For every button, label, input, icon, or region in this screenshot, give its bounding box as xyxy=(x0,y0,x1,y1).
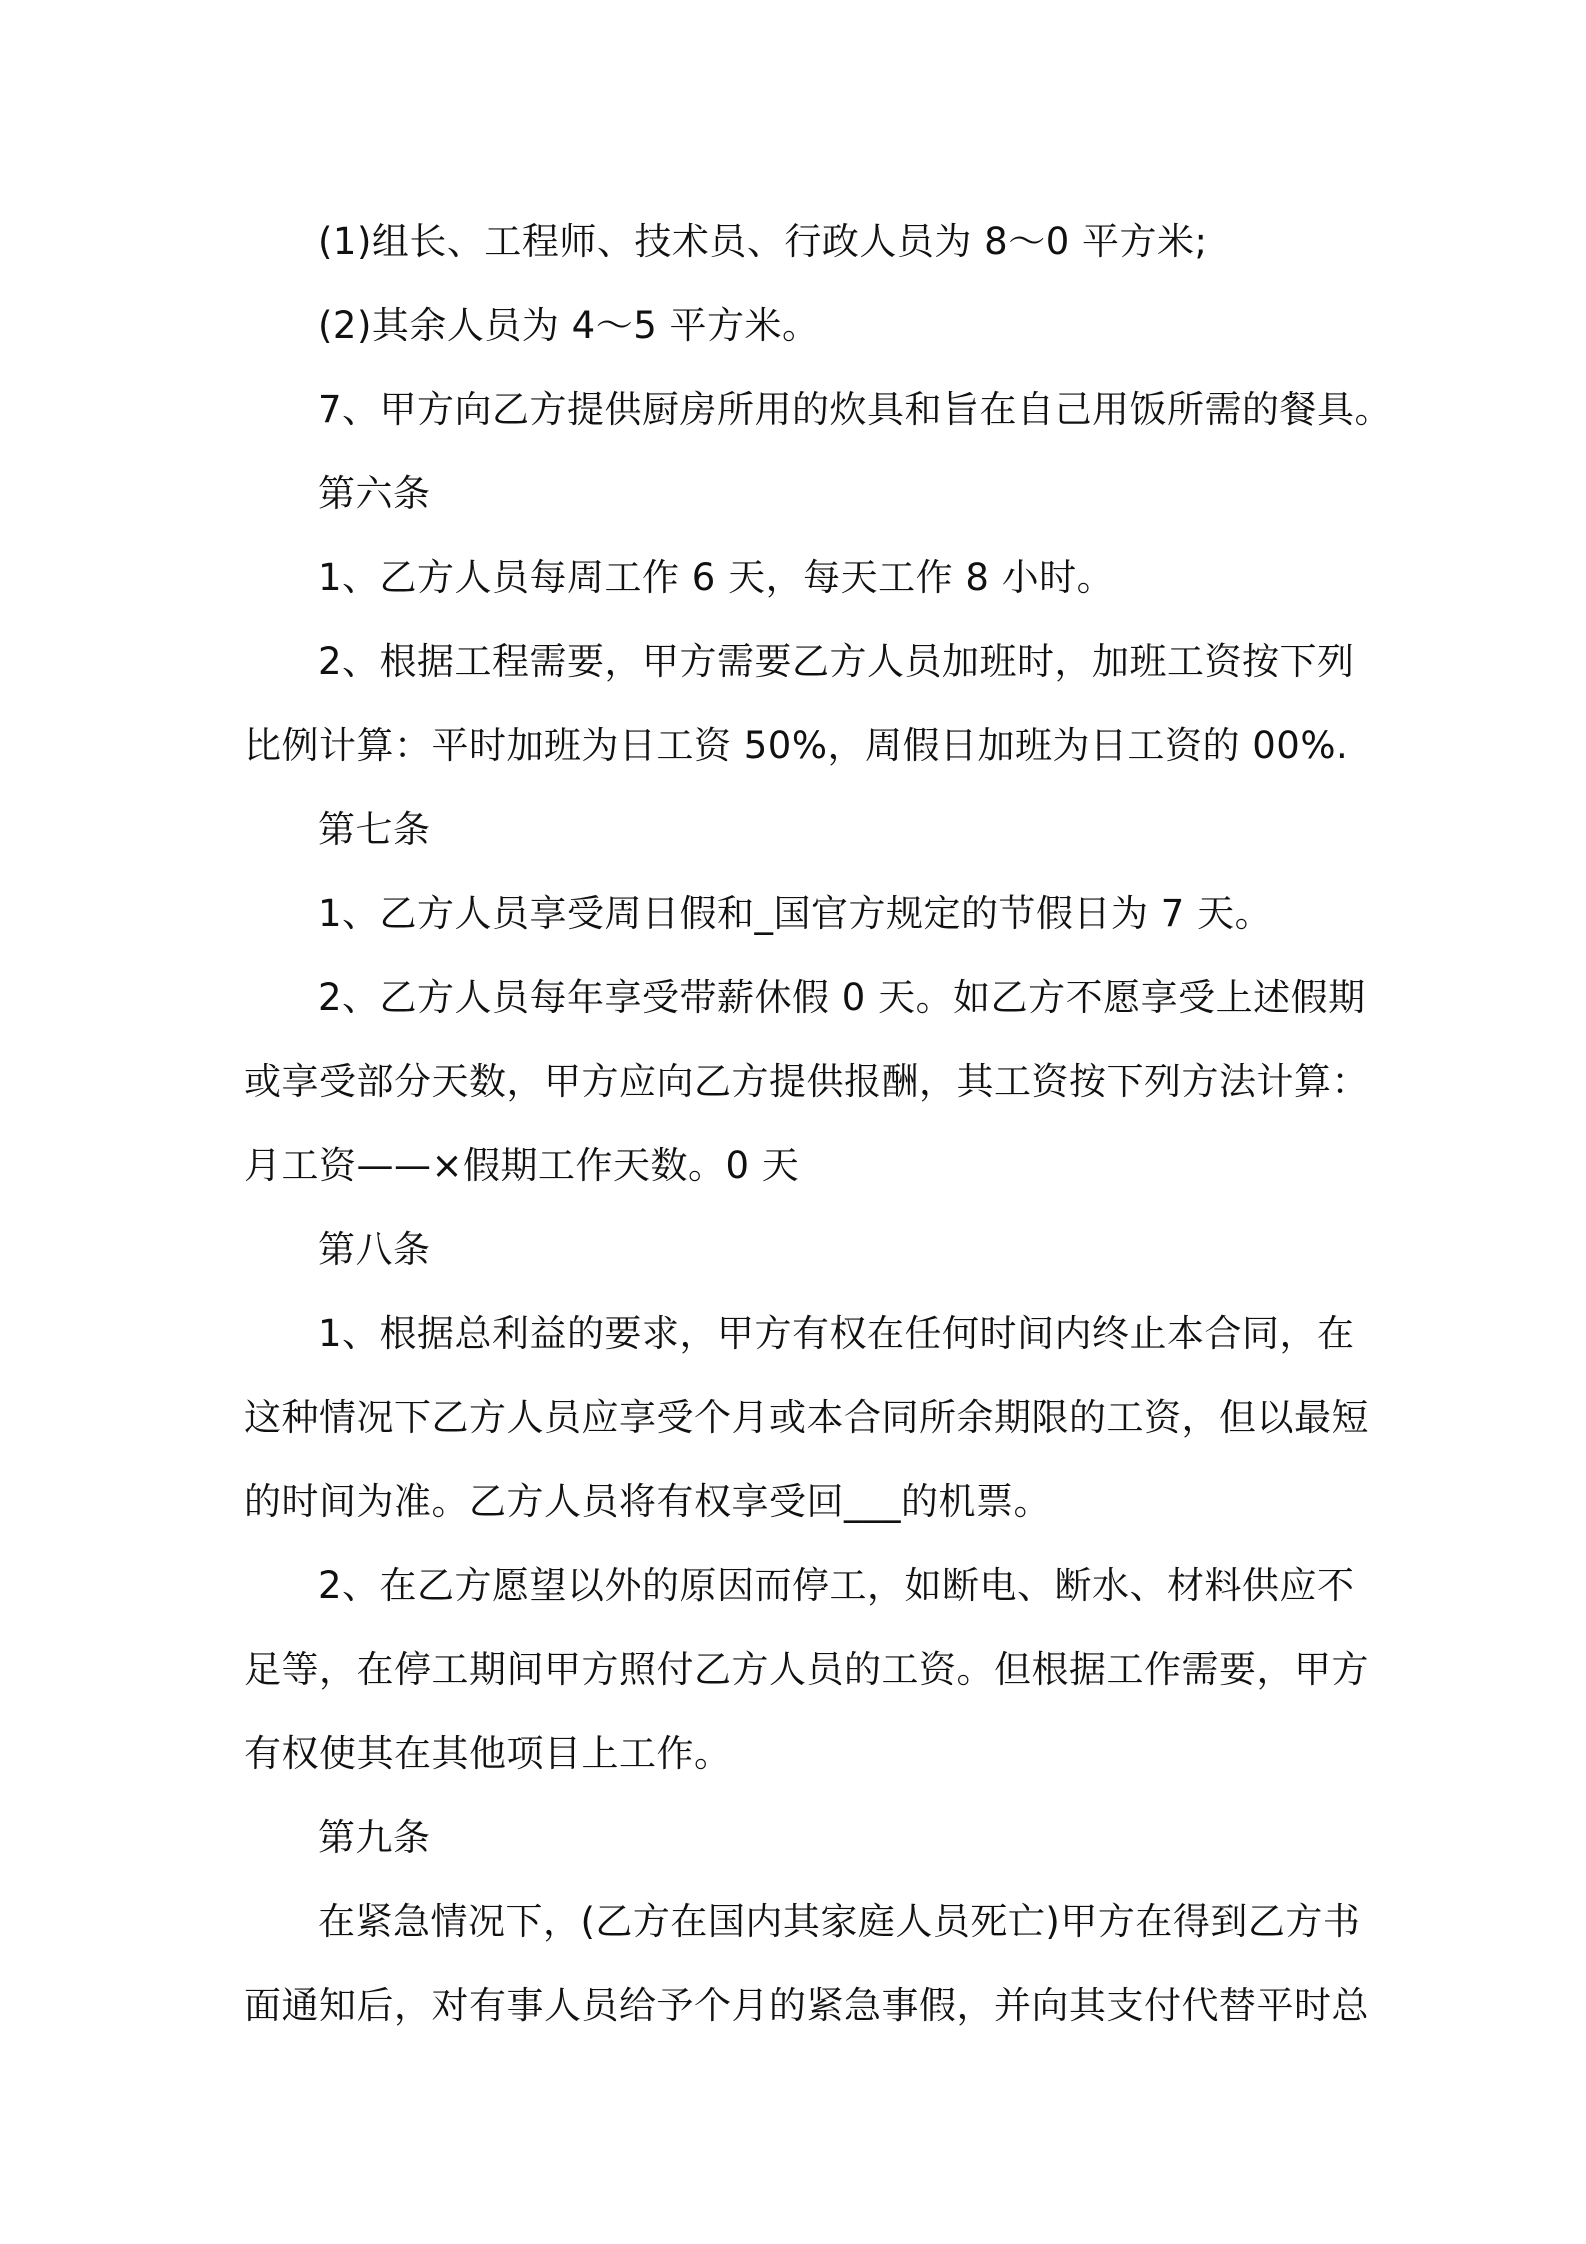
text-line-10: 2、乙方人员每年享受带薪休假 0 天。如乙方不愿享受上述假期 xyxy=(318,976,1366,1019)
text-line-11: 或享受部分天数，甲方应向乙方提供报酬，其工资按下列方法计算： xyxy=(244,1060,1369,1103)
text-line-7: 比例计算：平时加班为日工资 50%，周假日加班为日工资的 00%. xyxy=(244,724,1349,767)
text-line-16: 的时间为准。乙方人员将有权享受回___的机票。 xyxy=(244,1480,1051,1523)
text-line-2: (2)其余人员为 4～5 平方米。 xyxy=(318,304,820,347)
text-line-22: 面通知后，对有事人员给予个月的紧急事假，并向其支付代替平时总 xyxy=(244,1984,1369,2027)
text-line-21: 在紧急情况下，(乙方在国内其家庭人员死亡)甲方在得到乙方书 xyxy=(318,1900,1361,1943)
text-line-9: 1、乙方人员享受周日假和_国官方规定的节假日为 7 天。 xyxy=(318,892,1273,935)
section-heading-8: 第八条 xyxy=(318,1228,431,1271)
section-heading-6: 第六条 xyxy=(318,472,431,515)
text-line-18: 足等，在停工期间甲方照付乙方人员的工资。但根据工作需要，甲方 xyxy=(244,1648,1369,1691)
section-heading-7: 第七条 xyxy=(318,808,431,851)
text-line-19: 有权使其在其他项目上工作。 xyxy=(244,1732,732,1775)
text-line-14: 1、根据总利益的要求，甲方有权在任何时间内终止本合同，在 xyxy=(318,1312,1355,1355)
section-heading-9: 第九条 xyxy=(318,1816,431,1859)
text-line-17: 2、在乙方愿望以外的原因而停工，如断电、断水、材料供应不 xyxy=(318,1564,1355,1607)
text-line-6: 2、根据工程需要，甲方需要乙方人员加班时，加班工资按下列 xyxy=(318,640,1355,683)
text-line-3: 7、甲方向乙方提供厨房所用的炊具和旨在自己用饭所需的餐具。 xyxy=(318,388,1393,431)
text-line-5: 1、乙方人员每周工作 6 天，每天工作 8 小时。 xyxy=(318,556,1115,599)
document-body xyxy=(244,200,1393,2048)
text-line-15: 这种情况下乙方人员应享受个月或本合同所余期限的工资，但以最短 xyxy=(244,1396,1369,1439)
text-line-1: (1)组长、工程师、技术员、行政人员为 8～0 平方米; xyxy=(318,220,1208,263)
text-line-12: 月工资——×假期工作天数。0 天 xyxy=(244,1144,800,1187)
